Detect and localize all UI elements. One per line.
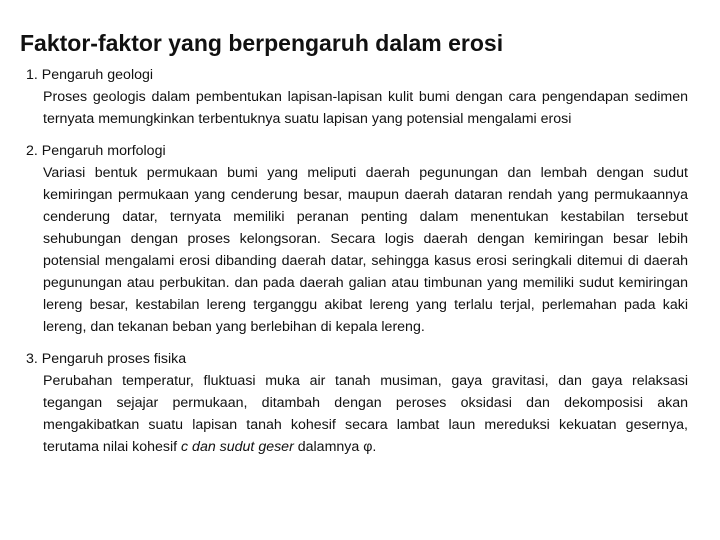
list-item-morfologi (26, 140, 688, 338)
list-item-geologi (26, 64, 688, 130)
item-number: 2. (26, 143, 38, 159)
item-number: 1. (26, 67, 38, 83)
item-heading-line (26, 140, 688, 162)
item-body-italic-text: c dan sudut geser (181, 439, 294, 455)
item-body: Proses geologis dalam pembentukan lapisan-lapisan kulit bumi dengan cara pengendapan sedimen ternyata memungkinkan terbentuknya suatu lapisan yang potensial mengalami erosi (43, 89, 688, 127)
item-body: Variasi bentuk permukaan bumi yang meliputi daerah pegunungan dan lembah dengan sudut kemiringan permukaan yang cenderung besar, maupun daerah dataran rendah yang permukaannya cenderung datar, ternyata memiliki peranan penting dalam menentukan kestabilan tersebut sehubungan dengan proses kelongsoran. Secara logis daerah dengan kemiringan besar lebih potensial mengalami erosi dibanding daerah datar, sehingga kasus erosi seringkali ditemui di daerah pegunungan atau perbukitan. dan pada daerah galian atau timbunan yang memiliki sudut kemiringan lereng besar, kestabilan lereng terganggu akibat lereng yang terlalu terjal, perlemahan pada kaki lereng, dan tekanan beban yang berlebihan di kepala lereng. (43, 165, 688, 335)
item-heading-line (26, 64, 688, 86)
item-body-text-end: dalamnya φ. (293, 439, 377, 455)
item-heading: Pengaruh morfologi (41, 143, 166, 159)
item-number: 3. (26, 351, 38, 367)
item-heading: Pengaruh proses fisika (41, 351, 187, 367)
item-heading-line (26, 348, 688, 370)
factor-list (26, 64, 688, 458)
item-body-text: Perubahan temperatur, fluktuasi muka air tanah musiman, gaya gravitasi, dan gaya relaksasi tegangan sejajar permukaan, ditambah dengan peroses oksidasi dan dekomposisi akan mengakibatkan suatu lapisan tanah kohesif secara lambat laun mereduksi kekuatan gesernya, terutama nilai kohesif (43, 373, 688, 455)
slide-title: Faktor-faktor yang berpengaruh dalam erosi (20, 30, 504, 56)
item-heading: Pengaruh geologi (41, 67, 154, 83)
item-body (26, 370, 688, 458)
list-item-fisika (26, 348, 688, 458)
